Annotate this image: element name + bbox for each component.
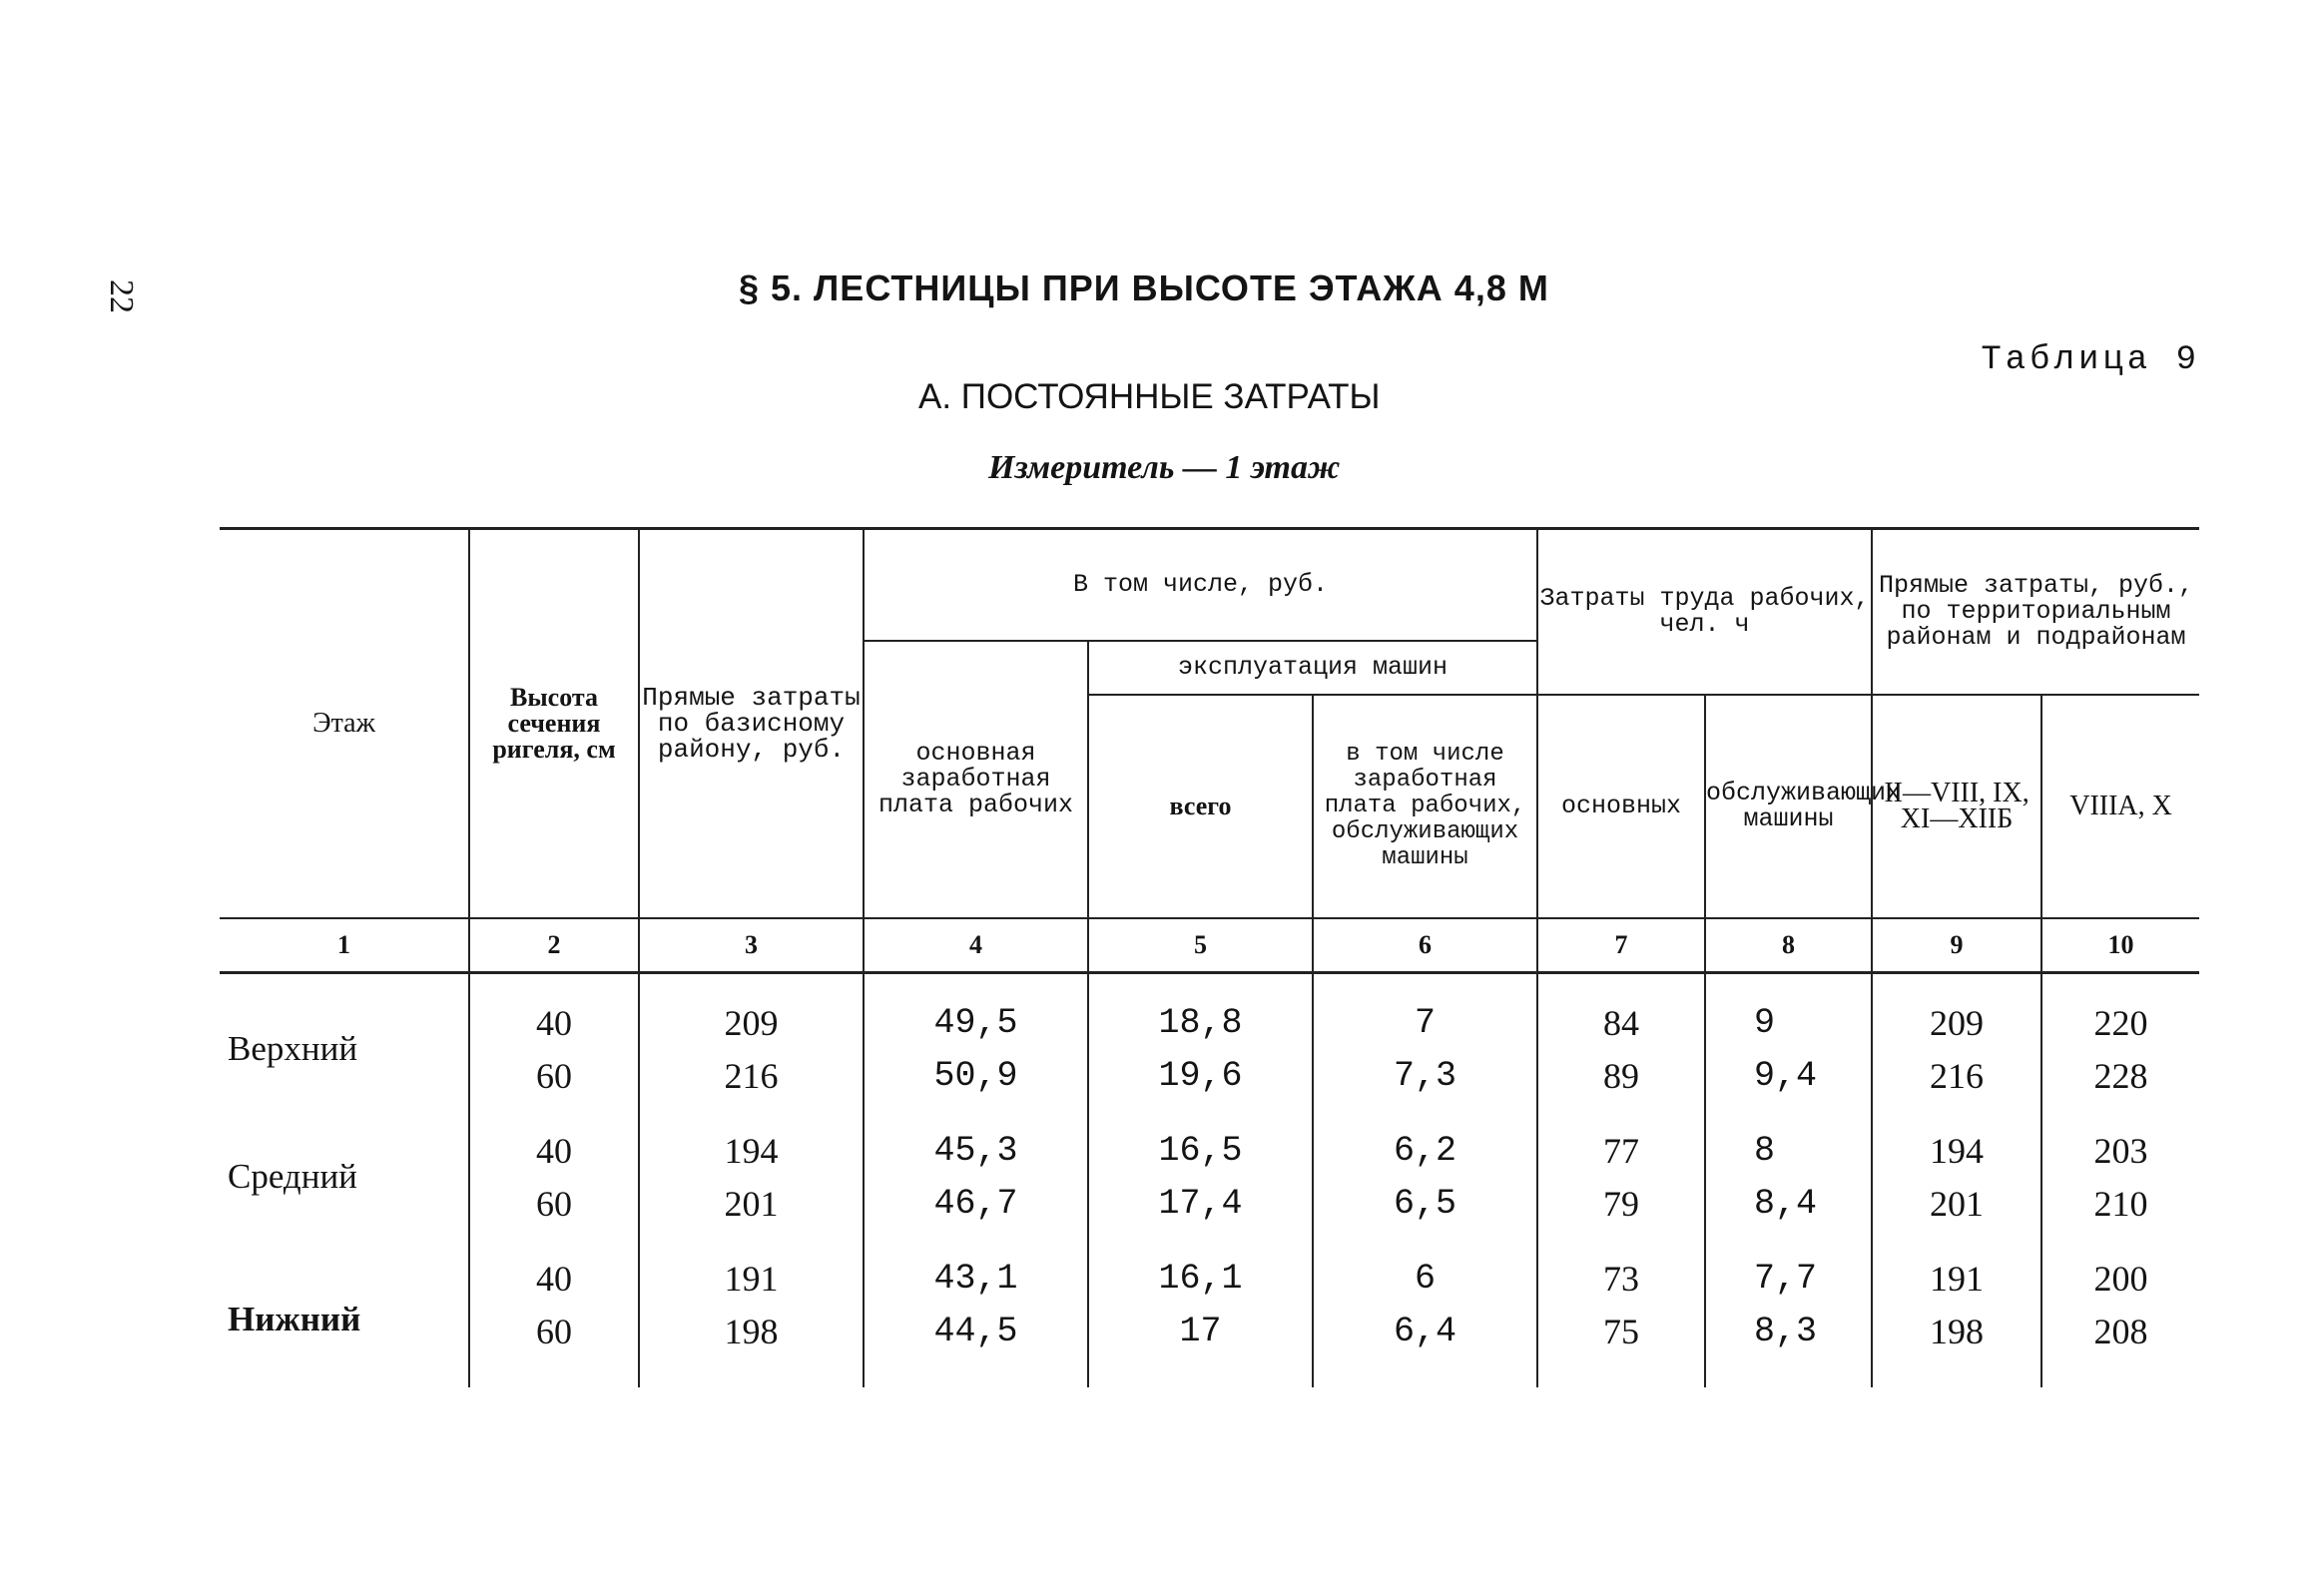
- header-region-a: II—VIII, IX, XI—XIIБ: [1872, 695, 2041, 918]
- header-floor: Этаж: [220, 529, 469, 919]
- table-cell: 75: [1537, 1305, 1705, 1387]
- table-cell: 17: [1088, 1305, 1313, 1387]
- table-cell: 220: [2041, 973, 2199, 1050]
- column-number: 10: [2041, 918, 2199, 973]
- header-total: всего: [1088, 695, 1313, 918]
- table-cell: 16,5: [1088, 1102, 1313, 1177]
- header-including: В том числе, руб.: [864, 529, 1537, 642]
- table-cell: 209: [1872, 973, 2041, 1050]
- table-cell: 89: [1537, 1049, 1705, 1102]
- table-cell: 198: [639, 1305, 864, 1387]
- table-label: Таблица 9: [1981, 341, 2200, 379]
- column-number: 1: [220, 918, 469, 973]
- table-cell: 203: [2041, 1102, 2199, 1177]
- table-cell: 6,2: [1313, 1102, 1537, 1177]
- table-cell: 19,6: [1088, 1049, 1313, 1102]
- table-cell: 9: [1705, 973, 1872, 1050]
- table-cell: 216: [639, 1049, 864, 1102]
- table-row: [220, 1177, 2199, 1230]
- subtitle: А. ПОСТОЯННЫЕ ЗАТРАТЫ: [918, 377, 1381, 416]
- header-machine-op: эксплуатация машин: [1088, 641, 1537, 695]
- table-cell: 201: [1872, 1177, 2041, 1230]
- table-cell: 43,1: [864, 1230, 1088, 1305]
- table-cell: 6,5: [1313, 1177, 1537, 1230]
- table-row: [220, 973, 2199, 1050]
- table-cell: 6,4: [1313, 1305, 1537, 1387]
- column-number: 3: [639, 918, 864, 973]
- table-cell: 84: [1537, 973, 1705, 1050]
- table-cell: 216: [1872, 1049, 2041, 1102]
- table-cell: 7,3: [1313, 1049, 1537, 1102]
- table-cell: 228: [2041, 1049, 2199, 1102]
- page-number: 22: [103, 279, 140, 313]
- header-base-wage: основная заработная плата рабочих: [864, 641, 1088, 918]
- table-row: [220, 1230, 2199, 1305]
- table-cell: 49,5: [864, 973, 1088, 1050]
- table-cell: 191: [639, 1230, 864, 1305]
- table-cell: 17,4: [1088, 1177, 1313, 1230]
- table-cell: 60: [469, 1305, 639, 1387]
- cost-table: [220, 527, 2199, 1387]
- section-title: § 5. ЛЕСТНИЦЫ ПРИ ВЫСОТЕ ЭТАЖА 4,8 М: [739, 267, 1549, 308]
- table-cell: 60: [469, 1177, 639, 1230]
- table-row: [220, 1102, 2199, 1177]
- column-number: 6: [1313, 918, 1537, 973]
- header-labor: Затраты труда рабочих, чел. ч: [1537, 529, 1872, 696]
- header-region-b: VIIIA, X: [2041, 695, 2199, 918]
- table-cell: 60: [469, 1049, 639, 1102]
- header-direct-basic: Прямые затраты по базисному району, руб.: [639, 529, 864, 919]
- table-cell: 18,8: [1088, 973, 1313, 1050]
- header-direct-regional: Прямые затраты, руб., по территориальным районам и подрайонам: [1872, 529, 2199, 696]
- table-cell: 40: [469, 1102, 639, 1177]
- table-row: [220, 1305, 2199, 1387]
- table-cell: 50,9: [864, 1049, 1088, 1102]
- table-cell: 194: [1872, 1102, 2041, 1177]
- table-cell: 8,4: [1705, 1177, 1872, 1230]
- table-cell: 9,4: [1705, 1049, 1872, 1102]
- table-cell: 46,7: [864, 1177, 1088, 1230]
- table-cell: 73: [1537, 1230, 1705, 1305]
- table-cell: 6: [1313, 1230, 1537, 1305]
- table-cell: 191: [1872, 1230, 2041, 1305]
- table-cell: 40: [469, 1230, 639, 1305]
- column-number: 4: [864, 918, 1088, 973]
- header-height: Высота сечения ригеля, см: [469, 529, 639, 919]
- table-cell: 210: [2041, 1177, 2199, 1230]
- floor-label: Нижний: [228, 1300, 361, 1338]
- header-incl-wage: в том числе заработная плата рабочих, обслуживающих машины: [1313, 695, 1537, 918]
- table-cell: 194: [639, 1102, 864, 1177]
- table-cell: 201: [639, 1177, 864, 1230]
- table-cell: 7: [1313, 973, 1537, 1050]
- table-cell: 200: [2041, 1230, 2199, 1305]
- floor-label: Средний: [228, 1157, 357, 1196]
- table-cell: 7,7: [1705, 1230, 1872, 1305]
- table-cell: 40: [469, 973, 639, 1050]
- column-number: 2: [469, 918, 639, 973]
- header-main: основных: [1537, 695, 1705, 918]
- table-cell: 8,3: [1705, 1305, 1872, 1387]
- column-number: 9: [1872, 918, 2041, 973]
- table-cell: 44,5: [864, 1305, 1088, 1387]
- column-number: 7: [1537, 918, 1705, 973]
- column-number: 5: [1088, 918, 1313, 973]
- table-cell: 8: [1705, 1102, 1872, 1177]
- table-cell: 198: [1872, 1305, 2041, 1387]
- column-number: 8: [1705, 918, 1872, 973]
- table-cell: 208: [2041, 1305, 2199, 1387]
- table-cell: 45,3: [864, 1102, 1088, 1177]
- table-cell: 77: [1537, 1102, 1705, 1177]
- table-row: [220, 1049, 2199, 1102]
- header-serving: обслуживающих машины: [1705, 695, 1872, 918]
- table-cell: 16,1: [1088, 1230, 1313, 1305]
- measure-unit: Измеритель — 1 этаж: [988, 449, 1341, 486]
- table-cell: 209: [639, 973, 864, 1050]
- table-cell: 79: [1537, 1177, 1705, 1230]
- floor-label: Верхний: [228, 1029, 358, 1068]
